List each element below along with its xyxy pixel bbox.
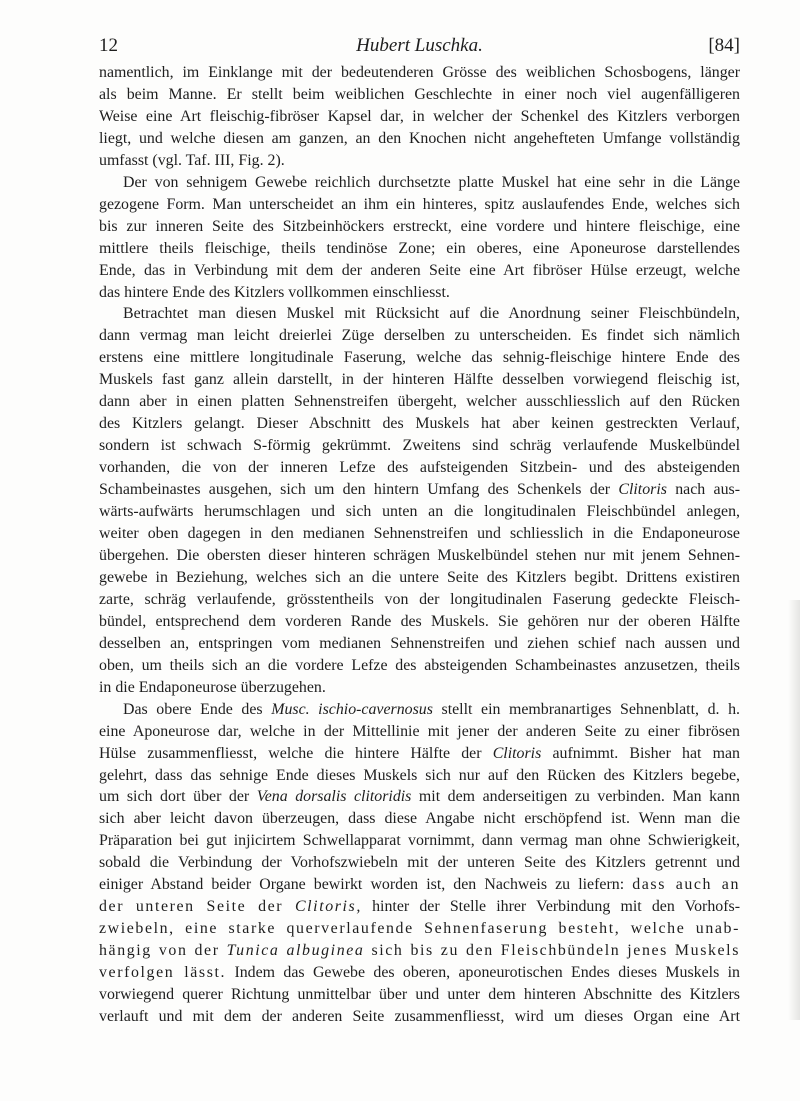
text-segment: umfasst (vgl. Taf. III, Fig. 2).: [99, 151, 285, 169]
text-segment: sobald die Verbindung der Vorhofszwiebeln mit der unteren Seite des Kitzlers getrennt und: [99, 854, 740, 872]
emphasized-text: Musc. ischio-cavernosus: [271, 700, 433, 718]
text-segment: übergehen. Die obersten dieser hinteren schrägen Muskelbündel stehen nur mit jenem Sehnen-: [99, 546, 740, 564]
text-line: [99, 589, 740, 611]
text-line: [99, 216, 740, 238]
text-line: [99, 413, 740, 435]
text-segment: desselben an, entspringen vom medianen Sehnenstreifen und ziehen schief nach aussen und: [99, 634, 740, 652]
text-line: [99, 655, 740, 677]
text-segment: zarte, schräg verlaufende, grösstentheils von der longitudinalen Faserung gedeckte Fleisch-: [99, 590, 740, 608]
text-segment: bündel, entsprechend dem vorderen Rande des Muskels. Sie gehören nur der oberen Hälfte: [99, 612, 740, 630]
text-line: [99, 699, 740, 721]
text-segment: gewebe in Beziehung, welches sich an die untere Seite des Kitzlers begibt. Drittens existiren: [99, 568, 740, 586]
text-segment: in die Endaponeurose überzugehen.: [99, 678, 326, 696]
text-segment: einiger Abstand beider Organe bewirkt worden ist, den Nachweis zu liefern:: [99, 876, 633, 894]
text-line: [99, 238, 740, 260]
text-line: [99, 260, 740, 282]
emphasized-text: der unteren Seite der: [99, 898, 295, 916]
text-line: [99, 874, 740, 896]
text-segment: mittlere theils fleischige, theils tendinöse Zone; ein oberes, eine Aponeurose darstellendes: [99, 239, 740, 257]
text-line: [99, 62, 740, 84]
text-segment: verlauft und mit dem der anderen Seite zusammenfliesst, wird um dieses Organ eine Art: [99, 1007, 740, 1025]
page-number: 12: [99, 35, 118, 56]
text-line: [99, 940, 740, 962]
text-segment: stellt ein membranartiges Sehnenblatt, d. h.: [432, 700, 740, 718]
scan-edge-shadow: [788, 600, 800, 1020]
text-line: [99, 743, 740, 765]
text-line: [99, 172, 740, 194]
text-segment: Weise eine Art fleischig-fibröser Kapsel dar, in welcher der Schenkel des Kitzlers verborgen: [99, 107, 740, 125]
text-line: [99, 128, 740, 150]
text-segment: bis zur inneren Seite des Sitzbeinhöckers erstreckt, eine vordere und hintere fleischige, eine: [99, 217, 740, 235]
text-segment: Hülse zusammenfliesst, welche die hintere Hälfte der: [99, 744, 493, 762]
emphasized-text: Clitoris,: [294, 898, 362, 916]
text-segment: gezogene Form. Man unterscheidet an ihm ein hinteres, spitz auslaufendes Ende, welches sich: [99, 195, 740, 213]
text-line: [99, 369, 740, 391]
text-line: [99, 721, 740, 743]
text-segment: Betrachtet man diesen Muskel mit Rücksicht auf die Anordnung seiner Fleischbündeln,: [123, 305, 740, 323]
text-segment: vorhanden, die von der inneren Lefze des aufsteigenden Sitzbein- und des absteigenden: [99, 459, 740, 477]
text-line: [99, 150, 740, 172]
text-line: [99, 303, 740, 325]
emphasized-text: zwiebeln, eine starke querverlaufende Sehnenfaserung besteht, welche unab-: [99, 920, 740, 938]
emphasized-text: hängig von der: [99, 942, 227, 960]
text-line: [99, 567, 740, 589]
text-segment: sich aber leicht davon überzeugen, dass diese Angabe nicht erschöpfend ist. Wenn man die: [99, 810, 740, 828]
text-segment: eine Aponeurose dar, welche in der Mittellinie mit jener der anderen Seite zu einer fibrösen: [99, 722, 740, 740]
text-segment: weiter oben dagegen in den medianen Sehnenstreifen und schliesslich in die Endaponeurose: [99, 525, 740, 543]
text-segment: erstens eine mittlere longitudinale Faserung, welche das sehnig-fleischige hintere Ende des: [99, 349, 740, 367]
text-segment: wärts-aufwärts herumschlagen und sich unten an die longitudinalen Fleischbündel anlegen,: [99, 503, 740, 521]
text-segment: nach aus-: [666, 481, 740, 499]
text-segment: Ende, das in Verbindung mit dem der anderen Seite eine Art fibröser Hülse erzeugt, welche: [99, 261, 740, 279]
emphasized-text: verfolgen lässt.: [99, 964, 227, 982]
text-line: [99, 194, 740, 216]
text-segment: vorwiegend querer Richtung unmittelbar über und unter dem hinteren Abschnitte des Kitzlers: [99, 986, 740, 1004]
emphasized-text: Tunica albuginea: [226, 942, 365, 960]
text-segment: das hintere Ende des Kitzlers vollkommen einschliesst.: [99, 283, 450, 301]
text-segment: gelehrt, dass das sehnige Ende dieses Muskels sich nur auf den Rücken des Kitzlers begebe,: [99, 766, 740, 784]
emphasized-text: Vena dorsalis clitoridis: [256, 788, 412, 806]
text-segment: mit dem anderseitigen zu verbinden. Man kann: [411, 788, 740, 806]
text-line: [99, 677, 740, 699]
text-line: [99, 457, 740, 479]
emphasized-text: Clitoris: [492, 744, 542, 762]
text-line: [99, 1006, 740, 1028]
text-line: [99, 765, 740, 787]
text-line: [99, 282, 740, 304]
text-line: [99, 479, 740, 501]
text-line: [99, 786, 740, 808]
emphasized-text: Clitoris: [618, 481, 667, 499]
text-line: [99, 391, 740, 413]
text-segment: aufnimmt. Bisher hat man: [541, 744, 740, 762]
text-line: [99, 523, 740, 545]
text-segment: Schambeinastes ausgehen, sich um den hintern Umfang des Schenkels der: [99, 481, 619, 499]
text-segment: dann vermag man leicht dreierlei Züge derselben zu unterscheiden. Es findet sich nämlich: [99, 327, 740, 345]
text-segment: des Kitzlers gelangt. Dieser Abschnitt des Muskels hat aber keinen gestreckten Verlauf,: [99, 415, 740, 433]
text-segment: Indem das Gewebe des oberen, aponeurotischen Endes dieses Muskels in: [226, 964, 740, 982]
text-line: [99, 962, 740, 984]
running-head: [99, 34, 740, 58]
text-line: [99, 830, 740, 852]
text-line: [99, 84, 740, 106]
running-title: Hubert Luschka.: [356, 35, 483, 56]
text-line: [99, 852, 740, 874]
text-segment: um sich dort über der: [99, 788, 257, 806]
text-segment: Präparation bei gut injicirtem Schwellapparat vornimmt, dann vermag man ohne Schwierigkeit,: [99, 832, 740, 850]
text-line: [99, 347, 740, 369]
text-line: [99, 545, 740, 567]
text-segment: als beim Manne. Er stellt beim weiblichen Geschlechte in einer noch viel augenfälligeren: [99, 85, 740, 103]
text-line: [99, 896, 740, 918]
text-segment: namentlich, im Einklange mit der bedeutenderen Grösse des weiblichen Schosbogens, länger: [99, 64, 740, 81]
text-line: [99, 633, 740, 655]
text-segment: liegt, und welche diesen am ganzen, an den Knochen nicht angehefteten Umfange vollständig: [99, 129, 740, 147]
text-segment: Muskels fast ganz allein darstellt, in der hinteren Hälfte desselben vorwiegend fleischig ist,: [99, 371, 740, 389]
emphasized-text: sich bis zu den Fleischbündeln jenes Muskels: [364, 942, 740, 960]
text-segment: hinter der Stelle ihrer Verbindung mit den Vorhofs-: [361, 898, 740, 916]
text-line: [99, 984, 740, 1006]
text-line: [99, 435, 740, 457]
text-line: [99, 106, 740, 128]
section-number: [84]: [708, 35, 740, 56]
text-line: [99, 325, 740, 347]
text-segment: oben, um theils sich an die vordere Lefze des absteigenden Schambeinastes anzusetzen, theils: [99, 656, 740, 674]
emphasized-text: dass auch an: [632, 876, 740, 894]
text-segment: dann aber in einen platten Sehnenstreifen übergeht, welcher ausschliesslich auf den Rücken: [99, 393, 740, 411]
text-segment: sondern ist schwach S-förmig gekrümmt. Zweitens sind schräg verlaufende Muskelbündel: [99, 437, 740, 455]
text-line: [99, 918, 740, 940]
text-line: [99, 611, 740, 633]
text-segment: Der von sehnigem Gewebe reichlich durchsetzte platte Muskel hat eine sehr in die Länge: [123, 173, 740, 191]
text-segment: Das obere Ende des: [123, 700, 272, 718]
text-line: [99, 501, 740, 523]
body-text: [99, 62, 740, 1028]
text-line: [99, 808, 740, 830]
